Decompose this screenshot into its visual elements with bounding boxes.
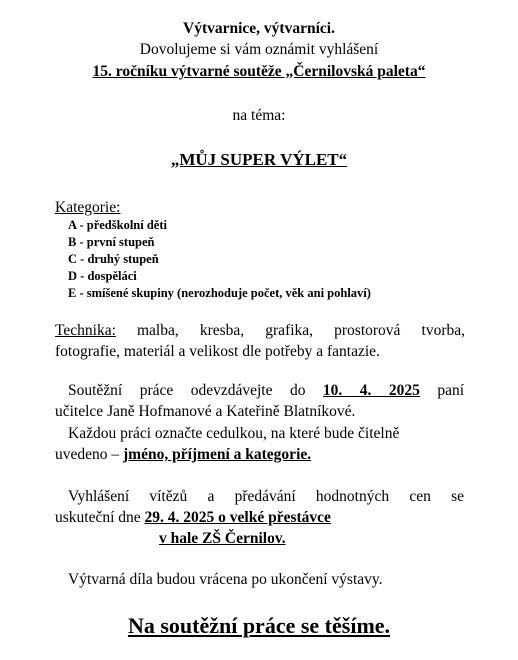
technique-line2: fotografie, materiál a velikost dle potřeby a fantazie. bbox=[55, 343, 380, 360]
ceremony-text: uskuteční dne bbox=[55, 509, 141, 526]
ceremony-location: v hale ZŠ Černilov. bbox=[159, 530, 286, 547]
technique-line1 bbox=[55, 322, 465, 340]
category-item: B - první stupeň bbox=[68, 235, 155, 249]
submission-line2: učitelce Janě Hofmanové a Kateřině Blatníkové. bbox=[55, 403, 356, 420]
theme-label: na téma: bbox=[232, 107, 286, 124]
labeling-line2 bbox=[55, 446, 311, 464]
submission-line1 bbox=[68, 382, 464, 400]
technique-text: malba, kresba, grafika, prostorová tvorba, bbox=[137, 322, 466, 339]
submission-text: Soutěžní práce odevzdávejte do bbox=[68, 382, 306, 399]
submission-text-end: paní bbox=[437, 382, 465, 399]
deadline-date: 10. 4. 2025 bbox=[322, 382, 420, 399]
technique-label: Technika: bbox=[55, 322, 116, 339]
labeling-text: uvedeno – bbox=[55, 446, 120, 463]
competition-title: 15. ročníku výtvarné soutěže „Černilovská paleta“ bbox=[92, 63, 426, 80]
category-item: A - předškolní děti bbox=[68, 218, 167, 232]
category-item: E - smíšené skupiny (nerozhoduje počet, věk ani pohlaví) bbox=[68, 286, 371, 300]
labeling-line1: Každou práci označte cedulkou, na které bude čitelně bbox=[68, 425, 400, 442]
ceremony-date: 29. 4. 2025 o velké přestávce bbox=[144, 509, 331, 526]
theme-title: „MŮJ SUPER VÝLET“ bbox=[170, 150, 348, 169]
category-item: C - druhý stupeň bbox=[68, 252, 159, 266]
ceremony-line2 bbox=[55, 509, 331, 527]
labeling-required-info: jméno, příjmení a kategorie. bbox=[123, 446, 312, 463]
return-note: Výtvarná díla budou vrácena po ukončení výstavy. bbox=[68, 571, 383, 588]
greeting: Výtvarnice, výtvarníci. bbox=[183, 20, 335, 37]
category-item: D - dospěláci bbox=[68, 269, 137, 283]
closing-line: Na soutěžní práce se těšíme. bbox=[127, 613, 391, 638]
categories-label: Kategorie: bbox=[55, 199, 121, 216]
intro-text: Dovolujeme si vám oznámit vyhlášení bbox=[139, 41, 379, 58]
ceremony-line1: Vyhlášení vítězů a předávání hodnotných cen se bbox=[68, 488, 464, 505]
